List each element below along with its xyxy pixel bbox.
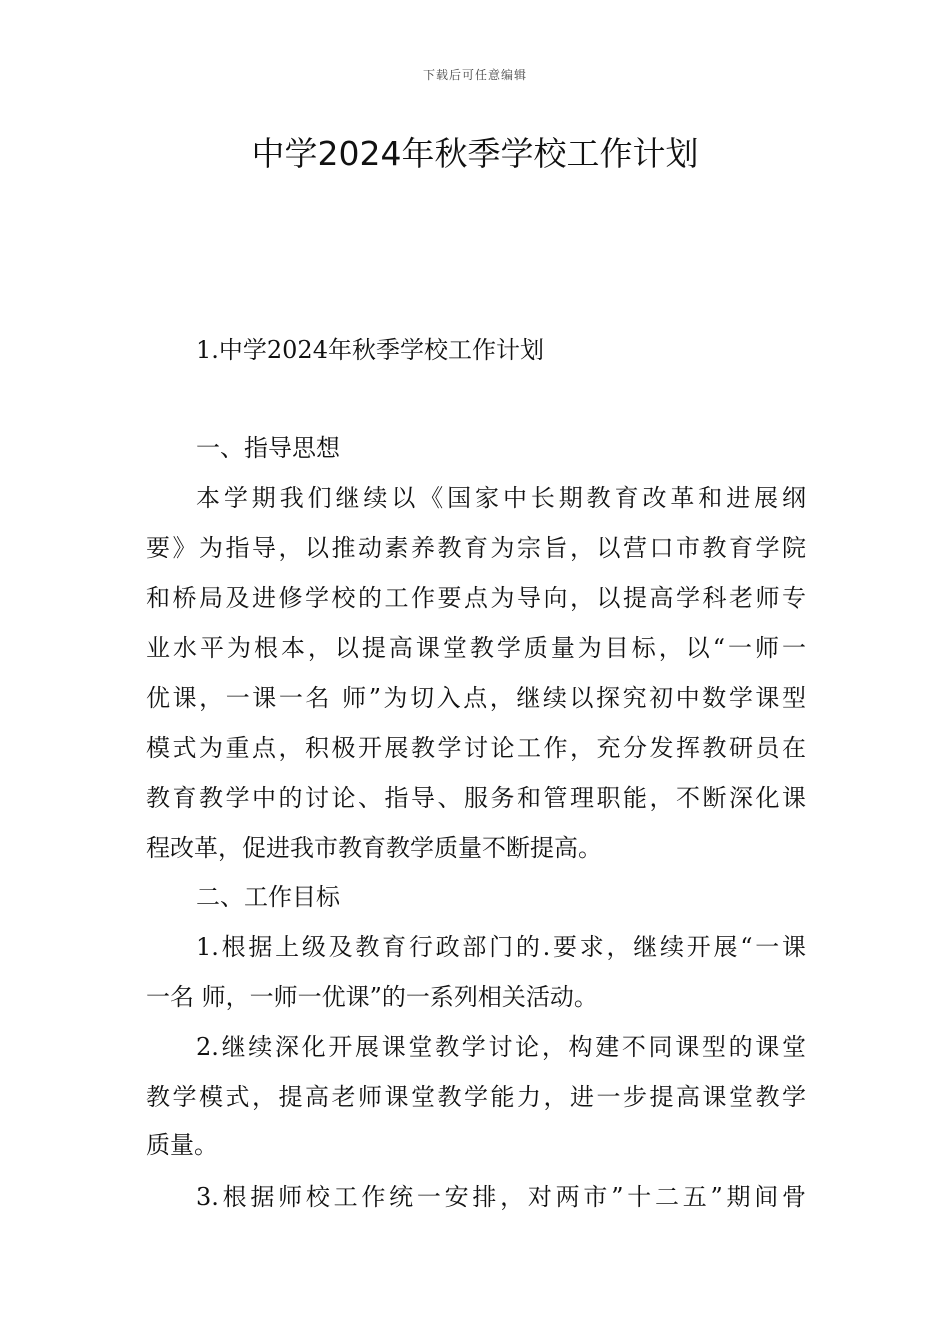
paragraph-line: 优课，一课一名 师”为切入点，继续以探究初中数学课型 [146,684,806,712]
section-heading-guiding-thought: 一、指导思想 [196,434,340,462]
paragraph-line: 要》为指导，以推动素养教育为宗旨，以营口市教育学院 [146,534,806,562]
paragraph-line: 模式为重点，积极开展教学讨论工作，充分发挥教研员在 [146,734,806,762]
list-item-line: 教学模式，提高老师课堂教学能力，进一步提高课堂教学 [146,1083,806,1111]
paragraph-line: 教育教学中的讨论、指导、服务和管理职能，不断深化课 [146,784,806,812]
list-item-line: 3.根据师校工作统一安排，对两市”十二五”期间骨 [196,1183,806,1211]
list-item-line: 一名 师，一师一优课”的一系列相关活动。 [146,983,598,1011]
list-item-line: 质量。 [146,1131,218,1159]
subtitle: 1.中学2024年秋季学校工作计划 [196,336,544,364]
paragraph-line: 程改革，促进我市教育教学质量不断提高。 [146,834,602,862]
header-note: 下载后可任意编辑 [422,68,527,82]
page-title: 中学2024年秋季学校工作计划 [251,134,699,173]
paragraph-line: 本学期我们继续以《国家中长期教育改革和进展纲 [196,484,806,512]
paragraph-line: 和桥局及进修学校的工作要点为导向，以提高学科老师专 [146,584,806,612]
paragraph-line: 业水平为根本，以提高课堂教学质量为目标，以“一师一 [146,634,806,662]
list-item-line: 2.继续深化开展课堂教学讨论，构建不同课型的课堂 [196,1033,806,1061]
list-item-line: 1.根据上级及教育行政部门的.要求，继续开展“一课 [196,933,806,961]
section-heading-work-goals: 二、工作目标 [196,883,340,911]
